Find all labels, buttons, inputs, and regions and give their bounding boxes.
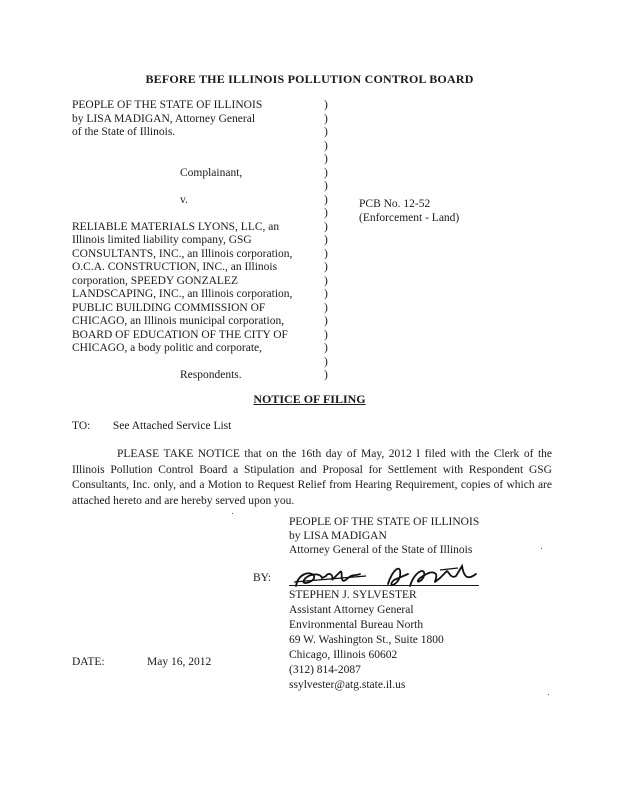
caption-paren: ) <box>324 342 328 354</box>
notice-body-paragraph <box>72 447 552 509</box>
caption-line: CHICAGO, a body politic and corporate, <box>72 342 263 354</box>
caption-versus: v. <box>180 193 188 206</box>
caption-line <box>72 180 312 194</box>
to-value: See Attached Service List <box>112 420 232 432</box>
date-label: DATE: <box>72 656 105 668</box>
caption-role-complainant: Complainant, <box>180 166 243 179</box>
caption-paren: ) <box>324 234 328 246</box>
caption-paren: ) <box>324 99 328 111</box>
caption-paren: ) <box>324 126 328 138</box>
caption-paren: ) <box>324 355 328 368</box>
case-number: PCB No. 12-52 <box>359 198 431 210</box>
caption-paren: ) <box>324 301 328 314</box>
date-value: May 16, 2012 <box>147 656 212 668</box>
to-label: TO: <box>72 420 91 432</box>
case-type: (Enforcement - Land) <box>359 211 460 224</box>
caption-line <box>72 153 312 167</box>
caption-line: PEOPLE OF THE STATE OF ILLINOIS <box>72 99 263 111</box>
document-heading: BEFORE THE ILLINOIS POLLUTION CONTROL BOARD <box>145 72 474 86</box>
attorney-position: Assistant Attorney General <box>289 604 414 616</box>
case-number-block <box>359 198 459 225</box>
caption-line: O.C.A. CONSTRUCTION, INC., an Illinois <box>72 261 278 273</box>
case-caption-parties <box>72 99 312 383</box>
to-line <box>72 421 231 433</box>
caption-line <box>72 356 312 370</box>
caption-paren: ) <box>324 153 328 165</box>
caption-paren: ) <box>324 315 328 327</box>
caption-line: Illinois limited liability company, GSG <box>72 234 252 246</box>
attorney-bureau: Environmental Bureau North <box>289 619 424 631</box>
attorney-contact-block <box>289 588 444 693</box>
caption-line: CHICAGO, an Illinois municipal corporation, <box>72 315 285 327</box>
caption-line <box>72 207 312 221</box>
notice-of-filing-title: NOTICE OF FILING <box>253 392 366 406</box>
caption-paren: ) <box>324 220 328 233</box>
caption-paren: ) <box>324 369 328 381</box>
caption-line: corporation, SPEEDY GONZALEZ <box>72 274 238 287</box>
scan-speck <box>541 548 542 549</box>
caption-line <box>72 140 312 154</box>
signature-line <box>289 585 479 586</box>
scan-speck <box>232 513 233 514</box>
caption-paren: ) <box>324 328 328 341</box>
signature-title: Attorney General of the State of Illinois <box>289 544 473 556</box>
attorney-email: ssylvester@atg.state.il.us <box>289 679 406 691</box>
scan-speck <box>548 694 549 695</box>
attorney-city: Chicago, Illinois 60602 <box>289 649 398 661</box>
attorney-phone: (312) 814-2087 <box>289 664 361 676</box>
caption-line: PUBLIC BUILDING COMMISSION OF <box>72 301 266 314</box>
caption-role-respondents: Respondents. <box>180 369 242 381</box>
signature-by-line: by LISA MADIGAN <box>289 530 387 542</box>
caption-line: RELIABLE MATERIALS LYONS, LLC, an <box>72 220 280 233</box>
by-label: BY: <box>253 572 272 584</box>
signature-party-block <box>289 515 479 557</box>
caption-line: by LISA MADIGAN, Attorney General <box>72 112 256 125</box>
caption-paren: ) <box>324 207 328 219</box>
caption-line: CONSULTANTS, INC., an Illinois corporation, <box>72 247 293 260</box>
attorney-address: 69 W. Washington St., Suite 1800 <box>289 634 444 646</box>
caption-paren: ) <box>324 274 328 287</box>
caption-paren: ) <box>324 193 328 206</box>
caption-paren: ) <box>324 261 328 273</box>
caption-line: BOARD OF EDUCATION OF THE CITY OF <box>72 328 288 341</box>
caption-paren: ) <box>324 112 328 125</box>
caption-paren: ) <box>324 139 328 152</box>
caption-line: LANDSCAPING, INC., an Illinois corporation, <box>72 288 293 300</box>
caption-paren: ) <box>324 166 328 179</box>
caption-paren: ) <box>324 247 328 260</box>
signature-party: PEOPLE OF THE STATE OF ILLINOIS <box>289 516 480 528</box>
notice-body-text: PLEASE TAKE NOTICE that on the 16th day of May, 2012 I filed with the Clerk of the Illinois Pollution Control Board a Stipulation and Proposal for Settlement with Respondent GSG Consultants, Inc. only, and a Motion to Request Relief from Hearing Requirement, copies of which are attached hereto and are hereby served upon you. <box>72 448 552 507</box>
caption-paren: ) <box>324 180 328 192</box>
caption-parentheses <box>324 99 334 383</box>
caption-line: of the State of Illinois. <box>72 126 176 138</box>
caption-paren: ) <box>324 288 328 300</box>
attorney-name: STEPHEN J. SYLVESTER <box>289 589 417 601</box>
